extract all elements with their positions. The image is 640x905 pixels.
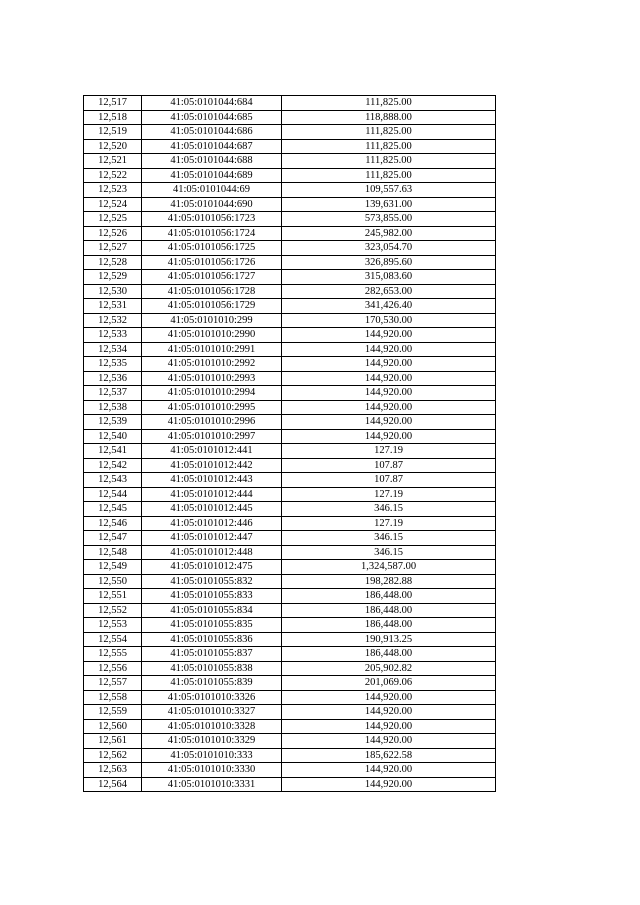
cadastral-number-cell: 41:05:0101055:836 [142,632,282,647]
row-number-cell: 12,544 [84,487,142,502]
row-number-cell: 12,551 [84,589,142,604]
cadastral-number-cell: 41:05:0101012:447 [142,531,282,546]
row-number-cell: 12,531 [84,299,142,314]
value-cell: 346.15 [282,531,496,546]
value-cell: 326,895.60 [282,255,496,270]
row-number-cell: 12,530 [84,284,142,299]
value-cell: 144,920.00 [282,429,496,444]
row-number-cell: 12,540 [84,429,142,444]
value-cell: 144,920.00 [282,719,496,734]
row-number-cell: 12,537 [84,386,142,401]
table-row [84,168,496,183]
row-number-cell: 12,543 [84,473,142,488]
row-number-cell: 12,526 [84,226,142,241]
value-cell: 186,448.00 [282,603,496,618]
cadastral-number-cell: 41:05:0101012:445 [142,502,282,517]
table-row [84,473,496,488]
row-number-cell: 12,520 [84,139,142,154]
table-row [84,313,496,328]
value-cell: 1,324,587.00 [282,560,496,575]
cadastral-number-cell: 41:05:0101010:2996 [142,415,282,430]
row-number-cell: 12,536 [84,371,142,386]
cadastral-number-cell: 41:05:0101010:333 [142,748,282,763]
row-number-cell: 12,558 [84,690,142,705]
table-row [84,357,496,372]
value-cell: 573,855.00 [282,212,496,227]
cadastral-number-cell: 41:05:0101010:3327 [142,705,282,720]
row-number-cell: 12,524 [84,197,142,212]
row-number-cell: 12,547 [84,531,142,546]
row-number-cell: 12,527 [84,241,142,256]
cadastral-number-cell: 41:05:0101010:299 [142,313,282,328]
table-row [84,284,496,299]
table-row [84,502,496,517]
cadastral-number-cell: 41:05:0101010:2990 [142,328,282,343]
value-cell: 107.87 [282,473,496,488]
row-number-cell: 12,560 [84,719,142,734]
table-row [84,226,496,241]
cadastral-number-cell: 41:05:0101010:2991 [142,342,282,357]
value-cell: 111,825.00 [282,139,496,154]
value-cell: 205,902.82 [282,661,496,676]
table-row [84,647,496,662]
cadastral-number-cell: 41:05:0101010:2992 [142,357,282,372]
table-row [84,444,496,459]
table-row [84,328,496,343]
table-row [84,197,496,212]
value-cell: 127.19 [282,487,496,502]
cadastral-number-cell: 41:05:0101010:3329 [142,734,282,749]
row-number-cell: 12,561 [84,734,142,749]
table-row [84,154,496,169]
row-number-cell: 12,525 [84,212,142,227]
row-number-cell: 12,553 [84,618,142,633]
value-cell: 127.19 [282,516,496,531]
value-cell: 198,282.88 [282,574,496,589]
cadastral-number-cell: 41:05:0101055:832 [142,574,282,589]
cadastral-number-cell: 41:05:0101055:833 [142,589,282,604]
cadastral-number-cell: 41:05:0101055:837 [142,647,282,662]
cadastral-number-cell: 41:05:0101056:1726 [142,255,282,270]
value-cell: 346.15 [282,545,496,560]
table-row [84,255,496,270]
table-row [84,516,496,531]
cadastral-number-cell: 41:05:0101010:3331 [142,777,282,792]
row-number-cell: 12,554 [84,632,142,647]
cadastral-number-cell: 41:05:0101010:3328 [142,719,282,734]
table-row [84,386,496,401]
value-cell: 144,920.00 [282,386,496,401]
table-row [84,429,496,444]
row-number-cell: 12,533 [84,328,142,343]
cadastral-number-cell: 41:05:0101044:686 [142,125,282,140]
table-row [84,96,496,111]
cadastral-number-cell: 41:05:0101044:689 [142,168,282,183]
cadastral-number-cell: 41:05:0101055:834 [142,603,282,618]
row-number-cell: 12,542 [84,458,142,473]
table-row [84,734,496,749]
row-number-cell: 12,529 [84,270,142,285]
cadastral-number-cell: 41:05:0101044:685 [142,110,282,125]
cadastral-number-cell: 41:05:0101056:1723 [142,212,282,227]
table-row [84,371,496,386]
table-row [84,545,496,560]
row-number-cell: 12,563 [84,763,142,778]
table-row [84,531,496,546]
cadastral-number-cell: 41:05:0101044:684 [142,96,282,111]
table-row [84,574,496,589]
table-row [84,777,496,792]
table-row [84,415,496,430]
cadastral-number-cell: 41:05:0101056:1727 [142,270,282,285]
row-number-cell: 12,535 [84,357,142,372]
value-cell: 109,557.63 [282,183,496,198]
cadastral-number-cell: 41:05:0101056:1725 [142,241,282,256]
cadastral-number-cell: 41:05:0101010:2995 [142,400,282,415]
cadastral-number-cell: 41:05:0101012:475 [142,560,282,575]
value-cell: 111,825.00 [282,96,496,111]
row-number-cell: 12,546 [84,516,142,531]
table-row [84,618,496,633]
cadastral-number-cell: 41:05:0101056:1729 [142,299,282,314]
value-cell: 144,920.00 [282,690,496,705]
row-number-cell: 12,522 [84,168,142,183]
table-row [84,212,496,227]
value-cell: 127.19 [282,444,496,459]
table-row [84,589,496,604]
row-number-cell: 12,528 [84,255,142,270]
row-number-cell: 12,517 [84,96,142,111]
table-row [84,690,496,705]
table-row [84,342,496,357]
value-cell: 111,825.00 [282,125,496,140]
row-number-cell: 12,538 [84,400,142,415]
cadastral-number-cell: 41:05:0101012:443 [142,473,282,488]
row-number-cell: 12,539 [84,415,142,430]
table-row [84,241,496,256]
row-number-cell: 12,564 [84,777,142,792]
row-number-cell: 12,562 [84,748,142,763]
cadastral-number-cell: 41:05:0101010:2994 [142,386,282,401]
value-cell: 144,920.00 [282,415,496,430]
value-cell: 111,825.00 [282,168,496,183]
table-row [84,183,496,198]
table-row [84,748,496,763]
row-number-cell: 12,532 [84,313,142,328]
value-cell: 107.87 [282,458,496,473]
table-row [84,661,496,676]
value-cell: 201,069.06 [282,676,496,691]
value-cell: 170,530.00 [282,313,496,328]
cadastral-number-cell: 41:05:0101010:2993 [142,371,282,386]
table-row [84,763,496,778]
cadastral-number-cell: 41:05:0101044:69 [142,183,282,198]
value-cell: 144,920.00 [282,342,496,357]
cadastral-value-table [83,95,496,792]
row-number-cell: 12,556 [84,661,142,676]
cadastral-number-cell: 41:05:0101044:687 [142,139,282,154]
row-number-cell: 12,519 [84,125,142,140]
value-cell: 186,448.00 [282,647,496,662]
cadastral-number-cell: 41:05:0101044:688 [142,154,282,169]
cadastral-number-cell: 41:05:0101010:3326 [142,690,282,705]
table-row [84,676,496,691]
cadastral-number-cell: 41:05:0101056:1728 [142,284,282,299]
row-number-cell: 12,557 [84,676,142,691]
table-row [84,125,496,140]
table-body [84,96,496,792]
table-row [84,603,496,618]
value-cell: 144,920.00 [282,371,496,386]
row-number-cell: 12,534 [84,342,142,357]
value-cell: 346.15 [282,502,496,517]
row-number-cell: 12,552 [84,603,142,618]
row-number-cell: 12,550 [84,574,142,589]
cadastral-number-cell: 41:05:0101055:839 [142,676,282,691]
table-row [84,560,496,575]
row-number-cell: 12,545 [84,502,142,517]
value-cell: 118,888.00 [282,110,496,125]
row-number-cell: 12,559 [84,705,142,720]
cadastral-number-cell: 41:05:0101012:444 [142,487,282,502]
cadastral-number-cell: 41:05:0101012:441 [142,444,282,459]
table-row [84,400,496,415]
table-row [84,270,496,285]
cadastral-number-cell: 41:05:0101012:442 [142,458,282,473]
value-cell: 282,653.00 [282,284,496,299]
cadastral-number-cell: 41:05:0101012:446 [142,516,282,531]
cadastral-number-cell: 41:05:0101010:3330 [142,763,282,778]
value-cell: 144,920.00 [282,734,496,749]
row-number-cell: 12,523 [84,183,142,198]
value-cell: 315,083.60 [282,270,496,285]
table-row [84,458,496,473]
value-cell: 144,920.00 [282,400,496,415]
table-row [84,705,496,720]
cadastral-number-cell: 41:05:0101012:448 [142,545,282,560]
value-cell: 144,920.00 [282,763,496,778]
row-number-cell: 12,549 [84,560,142,575]
value-cell: 144,920.00 [282,357,496,372]
value-cell: 341,426.40 [282,299,496,314]
cadastral-number-cell: 41:05:0101056:1724 [142,226,282,241]
value-cell: 323,054.70 [282,241,496,256]
value-cell: 190,913.25 [282,632,496,647]
value-cell: 186,448.00 [282,618,496,633]
row-number-cell: 12,518 [84,110,142,125]
table-row [84,110,496,125]
row-number-cell: 12,541 [84,444,142,459]
table-row [84,487,496,502]
value-cell: 139,631.00 [282,197,496,212]
cadastral-number-cell: 41:05:0101010:2997 [142,429,282,444]
cadastral-number-cell: 41:05:0101055:838 [142,661,282,676]
row-number-cell: 12,548 [84,545,142,560]
row-number-cell: 12,555 [84,647,142,662]
value-cell: 245,982.00 [282,226,496,241]
value-cell: 144,920.00 [282,705,496,720]
row-number-cell: 12,521 [84,154,142,169]
cadastral-number-cell: 41:05:0101055:835 [142,618,282,633]
table-row [84,632,496,647]
table-row [84,299,496,314]
table-row [84,139,496,154]
table-row [84,719,496,734]
value-cell: 144,920.00 [282,777,496,792]
value-cell: 111,825.00 [282,154,496,169]
value-cell: 144,920.00 [282,328,496,343]
value-cell: 186,448.00 [282,589,496,604]
value-cell: 185,622.58 [282,748,496,763]
cadastral-number-cell: 41:05:0101044:690 [142,197,282,212]
